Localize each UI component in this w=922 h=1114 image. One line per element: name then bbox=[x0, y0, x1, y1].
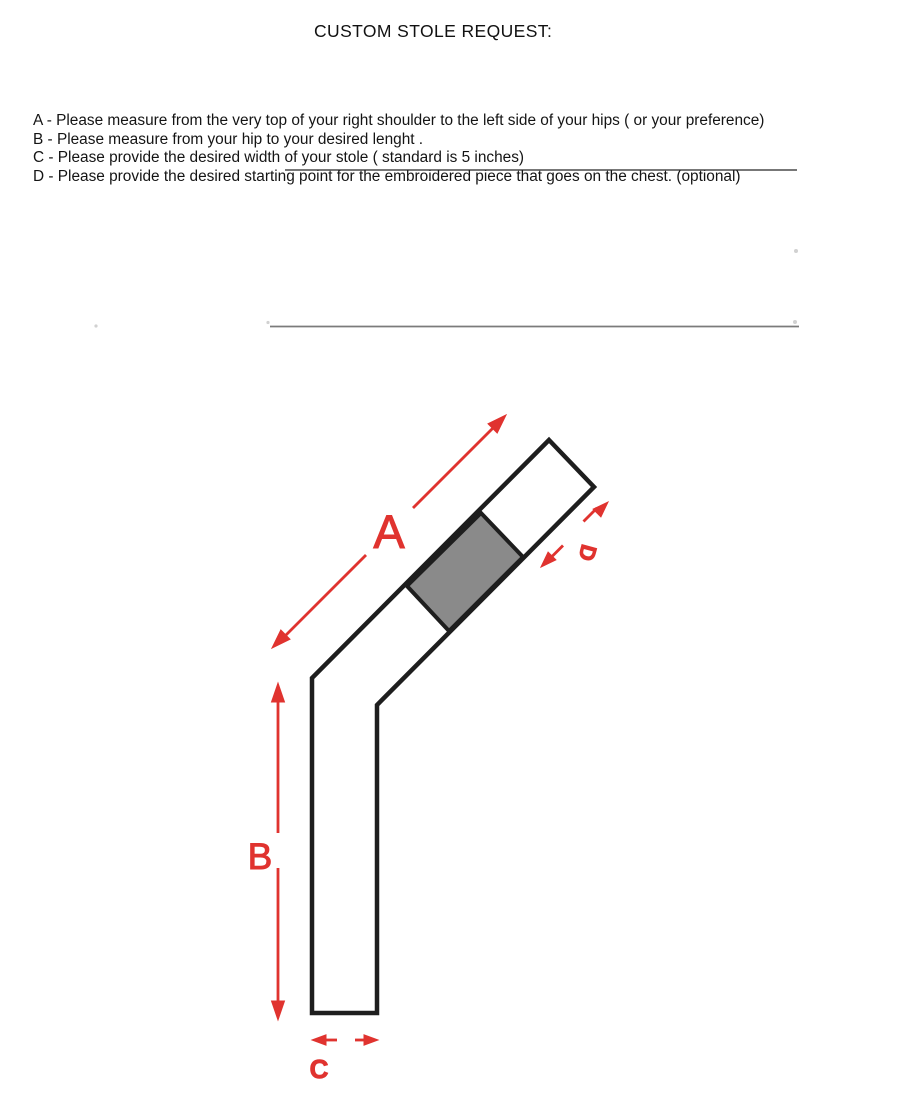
label-d: D bbox=[573, 541, 602, 564]
arrowhead-c-right bbox=[364, 1035, 378, 1045]
label-c: C bbox=[309, 1054, 329, 1084]
measure-a-shaft-lower bbox=[284, 555, 367, 638]
instruction-line-c: C - Please provide the desired width of your stole ( standard is 5 inches) bbox=[33, 149, 525, 167]
stole-outline bbox=[312, 440, 594, 1013]
scan-speck bbox=[793, 320, 797, 324]
scan-speck bbox=[94, 324, 97, 327]
instruction-line-a: A - Please measure from the very top of your right shoulder to the left side of your hips ( or your preference) bbox=[33, 112, 765, 129]
label-b: B bbox=[247, 836, 273, 877]
arrowhead-b-bottom bbox=[272, 1001, 285, 1020]
scan-artifacts bbox=[94, 249, 798, 328]
instruction-line-b: B - Please measure from your hip to your desired lenght . bbox=[33, 130, 424, 148]
measure-d-shaft-lower bbox=[552, 546, 564, 558]
page-title: CUSTOM STOLE REQUEST: bbox=[314, 21, 553, 41]
measure-a-shaft-upper bbox=[413, 427, 495, 509]
scan-speck bbox=[794, 249, 798, 253]
arrowhead-b-top bbox=[272, 683, 285, 702]
arrowhead-d-upper bbox=[593, 502, 608, 517]
instruction-line-d: D - Please provide the desired starting point for the embroidered piece that goes on the chest. (optional) bbox=[33, 167, 741, 185]
label-a: A bbox=[373, 505, 405, 558]
scan-speck bbox=[266, 321, 269, 324]
arrowhead-c-left bbox=[312, 1035, 326, 1045]
